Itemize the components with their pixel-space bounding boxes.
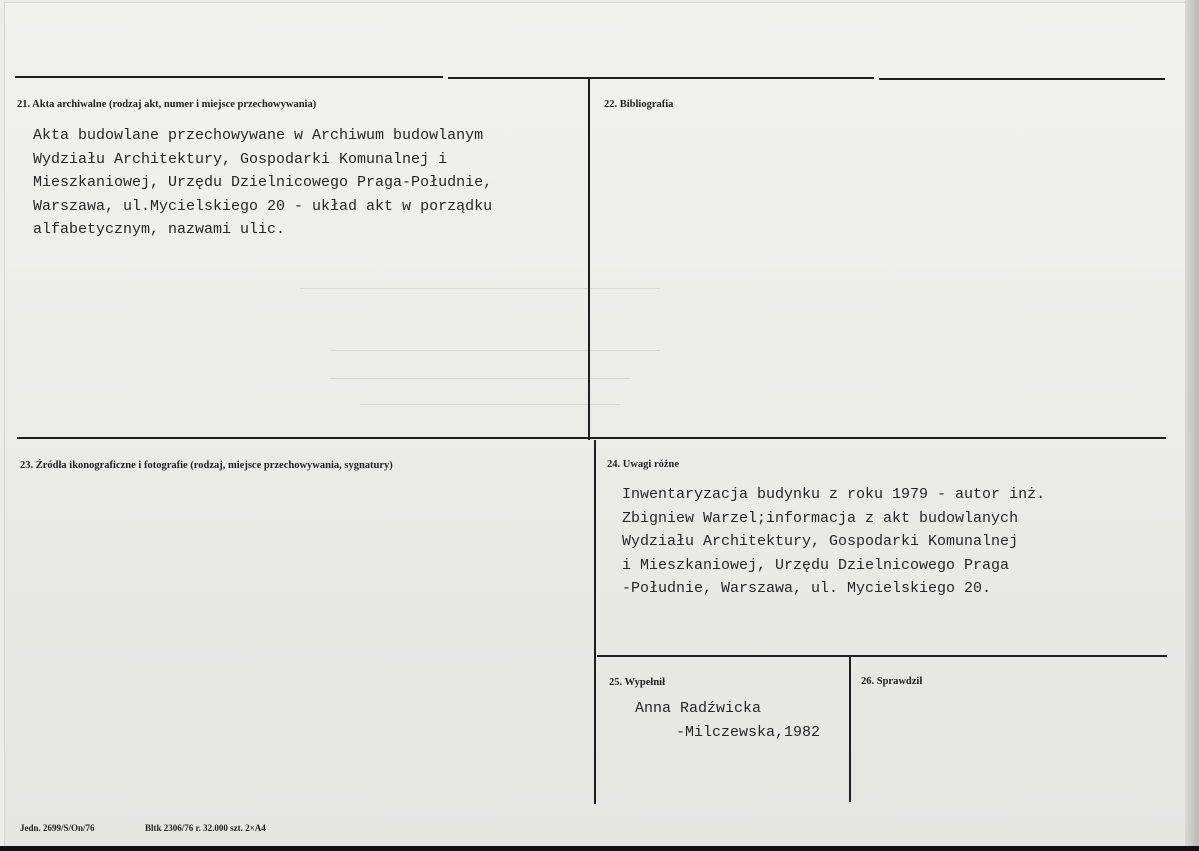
signature-divider: [849, 657, 851, 802]
top-rule: [879, 78, 1165, 80]
column-divider: [594, 440, 596, 804]
signature-rule: [597, 655, 1167, 657]
top-rule: [448, 77, 874, 79]
filled-by-label: 25. Wypełnił: [609, 677, 666, 688]
show-through-mark: [300, 288, 660, 289]
filled-by-name-continued: -Milczewska,1982: [676, 724, 821, 741]
bibliography-label: 22. Bibliografia: [604, 99, 674, 110]
form-id: Jedn. 2699/S/On/76: [20, 823, 95, 833]
remarks-text: Inwentaryzacja budynku z roku 1979 - autor inż. Zbigniew Warzel;informacja z akt budowlanych Wydziału Architektury, Gospodarki Komunalnej i Mieszkaniowej, Urzędu Dzielnicowego Praga -Południe, Warszawa, ul. Mycielskiego 20.: [622, 486, 1046, 597]
checked-by-label: 26. Sprawdził: [861, 676, 923, 687]
filled-by-name: Anna Radźwicka: [635, 700, 762, 717]
archival-records-text: Akta budowlane przechowywane w Archiwum budowlanym Wydziału Architektury, Gospodarki Komunalnej i Mieszkaniowej, Urzędu Dzielnicowego Praga-Południe, Warszawa, ul.Mycielskiego 20 - układ akt w porządku alfabetycznym, nazwami ulic.: [33, 127, 493, 238]
show-through-mark: [360, 404, 620, 405]
page-edge-bottom: [0, 846, 1199, 851]
page-edge-right: [1185, 0, 1199, 851]
top-rule: [15, 76, 443, 78]
middle-rule: [17, 437, 1166, 439]
show-through-mark: [330, 378, 630, 379]
show-through-mark: [330, 350, 660, 351]
archival-records-label: 21. Akta archiwalne (rodzaj akt, numer i miejsce przechowywania): [17, 99, 317, 110]
iconographic-sources-label: 23. Źródła ikonograficzne i fotografie (rodzaj, miejsce przechowywania, sygnatury): [20, 460, 393, 471]
remarks-label: 24. Uwagi różne: [607, 459, 680, 470]
column-divider: [588, 78, 590, 440]
print-info: Bltk 2306/76 r. 32.000 szt. 2×A4: [145, 823, 266, 833]
